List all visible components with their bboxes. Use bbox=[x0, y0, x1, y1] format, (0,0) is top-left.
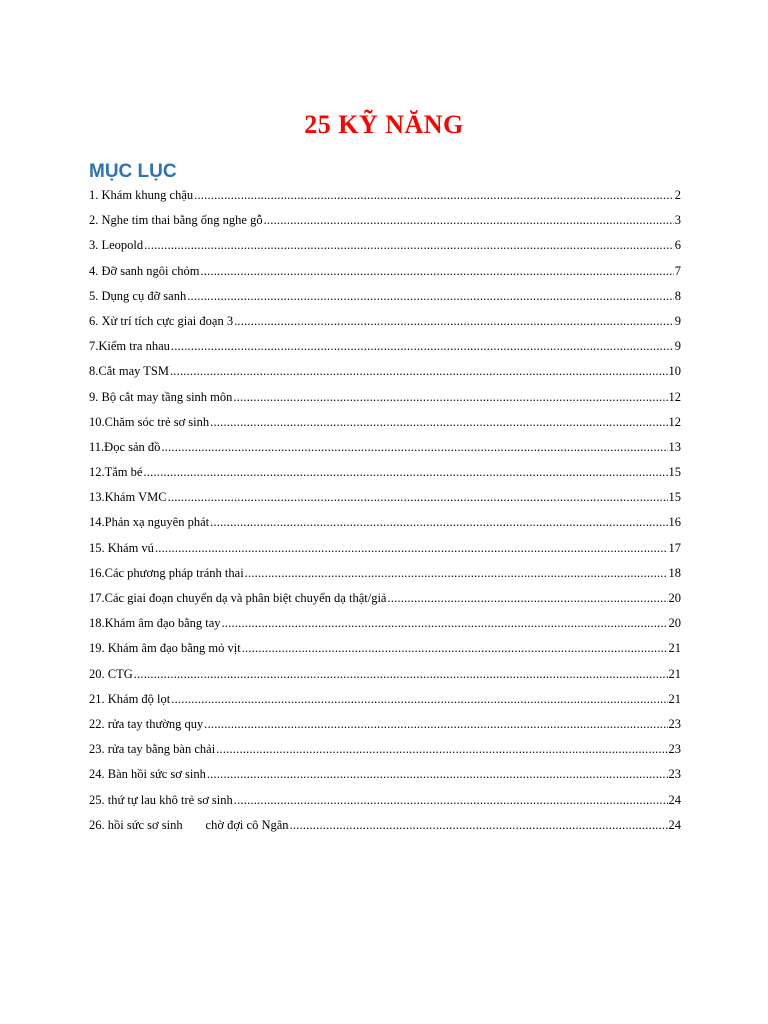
toc-entry-label: 10.Chăm sóc trẻ sơ sinh bbox=[89, 414, 210, 429]
toc-entry[interactable] bbox=[89, 412, 681, 437]
toc-entry-page-number: 21 bbox=[668, 666, 681, 681]
toc-entry[interactable] bbox=[89, 210, 681, 235]
toc-dot-leader bbox=[245, 563, 668, 583]
toc-entry-page-number: 24 bbox=[668, 792, 681, 807]
toc-dot-leader bbox=[155, 538, 668, 558]
toc-entry[interactable] bbox=[89, 588, 681, 613]
toc-entry-label: 8.Cắt may TSM bbox=[89, 364, 169, 379]
toc-dot-leader bbox=[387, 588, 667, 608]
toc-entry-label: 15. Khám vú bbox=[89, 540, 154, 555]
toc-dot-leader bbox=[144, 235, 674, 255]
toc-dot-leader bbox=[200, 261, 673, 281]
toc-entry-label: 24. Bàn hồi sức sơ sinh bbox=[89, 767, 206, 782]
toc-entry-label: 7.Kiểm tra nhau bbox=[89, 339, 170, 354]
toc-entry-page-number: 16 bbox=[668, 515, 681, 530]
toc-dot-leader bbox=[290, 815, 668, 835]
toc-entry-page-number: 23 bbox=[668, 716, 681, 731]
toc-entry-label: 23. rửa tay bằng bàn chải bbox=[89, 742, 216, 757]
toc-entry-label: 6. Xử trí tích cực giai đoạn 3 bbox=[89, 313, 234, 328]
toc-entry-label: 25. thứ tự lau khô trẻ sơ sinh bbox=[89, 792, 233, 807]
toc-heading: MỤC LỤC bbox=[89, 161, 177, 182]
toc-entry[interactable] bbox=[89, 790, 681, 815]
toc-entry[interactable] bbox=[89, 387, 681, 412]
toc-entry[interactable] bbox=[89, 311, 681, 336]
table-of-contents bbox=[89, 185, 681, 840]
toc-dot-leader bbox=[264, 210, 674, 230]
toc-entry[interactable] bbox=[89, 714, 681, 739]
toc-entry-label: 26. hồi sức sơ sinh bbox=[89, 817, 183, 832]
toc-entry-page-number: 20 bbox=[668, 616, 681, 631]
toc-entry-page-number: 6 bbox=[674, 238, 681, 253]
toc-entry[interactable] bbox=[89, 739, 681, 764]
toc-entry-label: 4. Đỡ sanh ngôi chỏm bbox=[89, 263, 200, 278]
toc-dot-leader bbox=[210, 512, 667, 532]
toc-dot-leader bbox=[234, 790, 668, 810]
toc-entry-page-number: 12 bbox=[668, 414, 681, 429]
toc-entry-label: 20. CTG bbox=[89, 666, 133, 681]
toc-dot-leader bbox=[161, 437, 667, 457]
toc-entry-page-number: 8 bbox=[674, 288, 681, 303]
toc-dot-leader bbox=[171, 689, 667, 709]
toc-dot-leader bbox=[233, 387, 667, 407]
toc-entry-page-number: 7 bbox=[674, 263, 681, 278]
toc-entry-label-continued: chờ đợi cô Ngân bbox=[205, 817, 289, 832]
toc-entry[interactable] bbox=[89, 563, 681, 588]
toc-entry[interactable] bbox=[89, 286, 681, 311]
toc-entry-page-number: 18 bbox=[668, 565, 681, 580]
toc-dot-leader bbox=[234, 311, 674, 331]
toc-entry[interactable] bbox=[89, 764, 681, 789]
toc-entry[interactable] bbox=[89, 613, 681, 638]
toc-entry-page-number: 10 bbox=[668, 364, 681, 379]
toc-entry-label: 22. rửa tay thường quy bbox=[89, 716, 204, 731]
document-title: 25 KỸ NĂNG bbox=[304, 110, 464, 139]
toc-dot-leader bbox=[194, 185, 674, 205]
toc-entry[interactable] bbox=[89, 361, 681, 386]
toc-dot-leader bbox=[207, 764, 668, 784]
toc-entry-page-number: 21 bbox=[668, 641, 681, 656]
toc-entry[interactable] bbox=[89, 689, 681, 714]
toc-entry-label: 1. Khám khung chậu bbox=[89, 188, 194, 202]
toc-entry[interactable] bbox=[89, 336, 681, 361]
toc-entry-page-number: 20 bbox=[668, 591, 681, 605]
toc-entry-label: 12.Tắm bé bbox=[89, 465, 143, 480]
toc-entry-page-number: 17 bbox=[668, 540, 681, 555]
toc-entry[interactable] bbox=[89, 638, 681, 663]
toc-dot-leader bbox=[187, 286, 674, 306]
toc-entry[interactable] bbox=[89, 437, 681, 462]
toc-entry[interactable] bbox=[89, 815, 681, 840]
toc-entry-label: 17.Các giai đoạn chuyển dạ và phân biệt chuyển dạ thật/giả bbox=[89, 591, 387, 605]
toc-entry-label: 21. Khám độ lọt bbox=[89, 691, 171, 706]
toc-entry[interactable] bbox=[89, 538, 681, 563]
toc-entry[interactable] bbox=[89, 462, 681, 487]
toc-entry-label: 18.Khám âm đạo bằng tay bbox=[89, 616, 221, 631]
toc-entry-label: 11.Đọc sản đồ bbox=[89, 439, 161, 454]
toc-entry[interactable] bbox=[89, 664, 681, 689]
toc-entry-page-number: 3 bbox=[674, 213, 681, 228]
toc-entry[interactable] bbox=[89, 487, 681, 512]
toc-entry-label: 5. Dụng cụ đỡ sanh bbox=[89, 288, 187, 303]
toc-dot-leader bbox=[168, 487, 668, 507]
toc-dot-leader bbox=[170, 361, 668, 381]
toc-dot-leader bbox=[134, 664, 668, 684]
toc-entry-page-number: 9 bbox=[674, 339, 681, 354]
toc-dot-leader bbox=[216, 739, 667, 759]
toc-entry-label: 19. Khám âm đạo bằng mỏ vịt bbox=[89, 641, 241, 656]
toc-entry-label: 13.Khám VMC bbox=[89, 490, 167, 505]
toc-dot-leader bbox=[204, 714, 667, 734]
toc-entry[interactable] bbox=[89, 261, 681, 286]
toc-dot-leader bbox=[210, 412, 667, 432]
toc-entry-page-number: 23 bbox=[668, 767, 681, 782]
toc-entry-label: 2. Nghe tim thai bằng ống nghe gỗ bbox=[89, 213, 263, 228]
toc-entry-page-number: 23 bbox=[668, 742, 681, 757]
toc-entry-label: 14.Phản xạ nguyên phát bbox=[89, 515, 210, 530]
toc-entry-page-number: 24 bbox=[668, 817, 681, 832]
toc-entry-page-number: 13 bbox=[668, 439, 681, 454]
toc-entry-label: 9. Bộ cắt may tầng sinh môn bbox=[89, 389, 233, 404]
toc-dot-leader bbox=[143, 462, 667, 482]
toc-entry-label: 16.Các phương pháp tránh thai bbox=[89, 565, 244, 580]
toc-dot-leader bbox=[222, 613, 668, 633]
toc-dot-leader bbox=[171, 336, 674, 356]
toc-entry-page-number: 21 bbox=[668, 691, 681, 706]
toc-entry[interactable] bbox=[89, 512, 681, 537]
toc-entry-page-number: 9 bbox=[674, 313, 681, 328]
toc-entry-page-number: 12 bbox=[668, 389, 681, 404]
toc-entry[interactable] bbox=[89, 235, 681, 260]
toc-entry-label: 3. Leopold bbox=[89, 238, 144, 253]
toc-entry-page-number: 15 bbox=[668, 465, 681, 480]
toc-dot-leader bbox=[242, 638, 668, 658]
toc-entry[interactable] bbox=[89, 185, 681, 210]
toc-entry-page-number: 2 bbox=[674, 188, 681, 202]
toc-entry-page-number: 15 bbox=[668, 490, 681, 505]
